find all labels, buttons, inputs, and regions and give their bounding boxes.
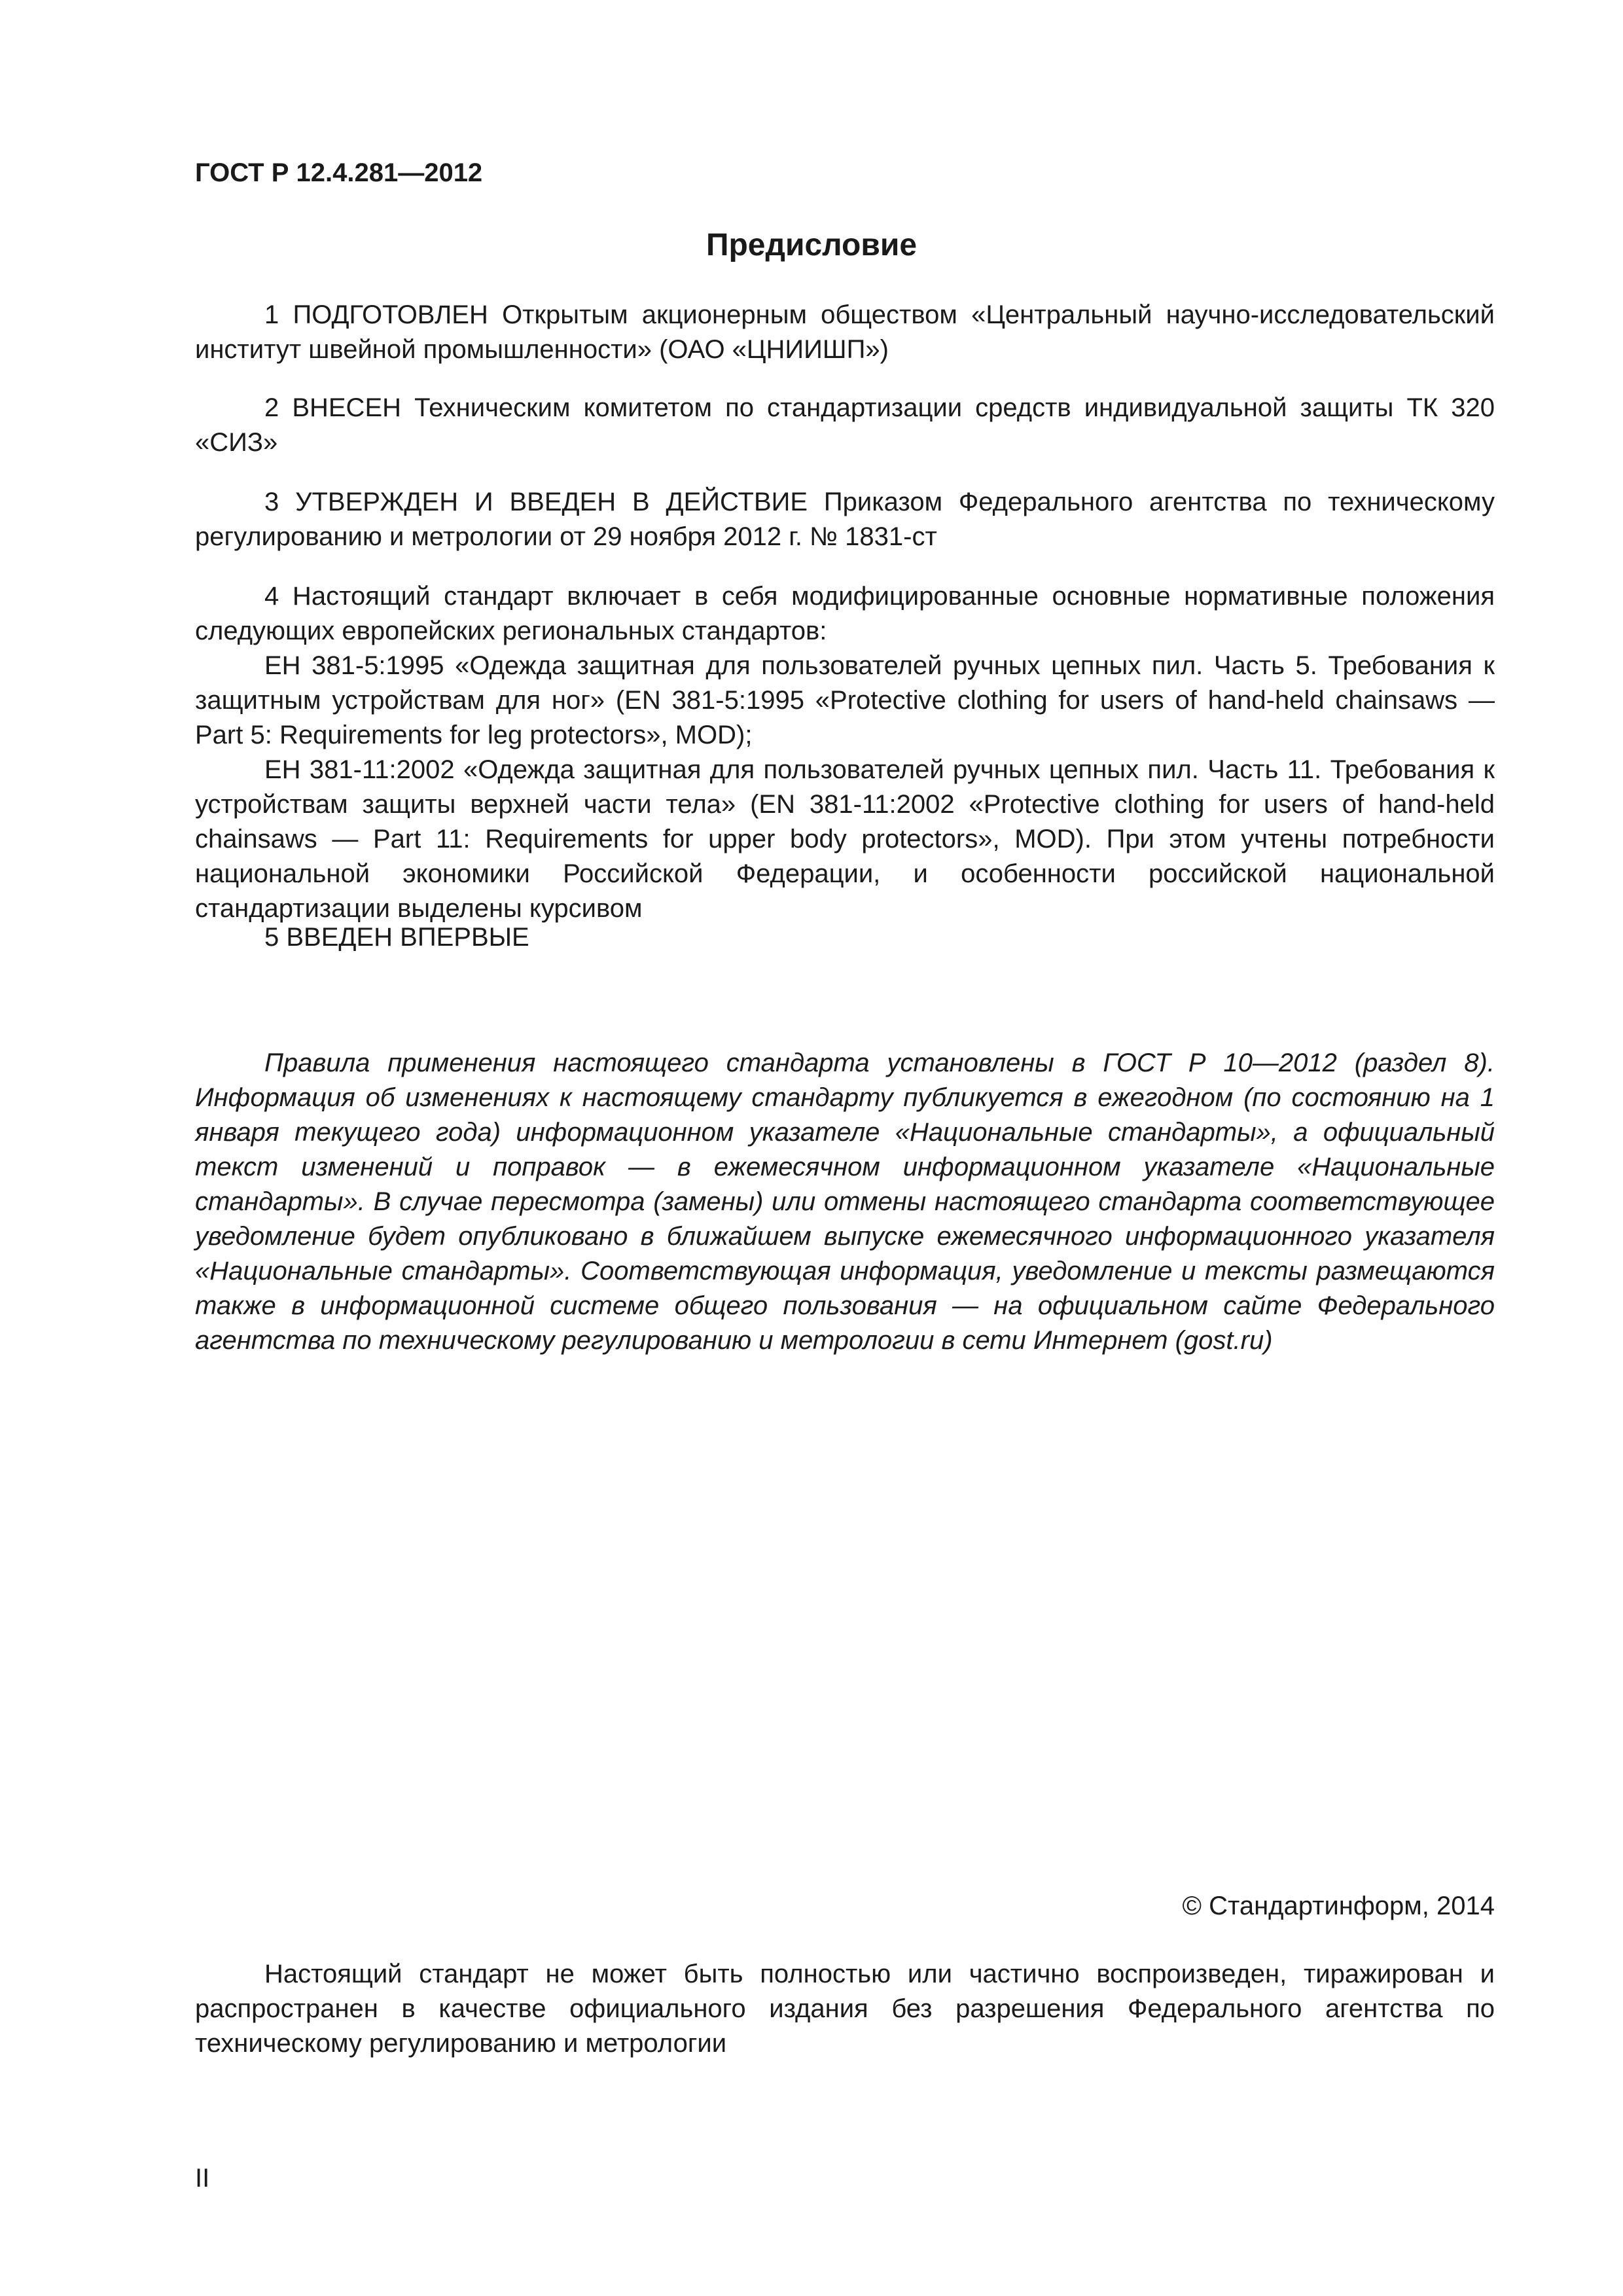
page-number: II [195, 2164, 210, 2193]
foreword-item-4 [195, 579, 1495, 926]
foreword-item-2: 2 ВНЕСЕН Техническим комитетом по стандартизации средств индивидуальной защиты ТК 320 «СИЗ» [195, 393, 1495, 457]
page-title: Предисловие [705, 228, 918, 262]
foreword-item-1: 1 ПОДГОТОВЛЕН Открытым акционерным обществом «Центральный научно-исследовательский институт швейной промышленности» (ОАО «ЦНИИШП») [195, 300, 1495, 364]
foreword-item-4-standard-2: ЕН 381-11:2002 «Одежда защитная для пользователей ручных цепных пил. Часть 11. Требования к устройствам защиты верхней части тела» (EN 381-11:2002 «Protective clothing for users of hand-held chainsaws — Part 11: Requirements for upper body protectors», MOD). При этом учтены потребности национальной экономики Российской Федерации, и особенности российской национальной стандартизации выделены курсивом [195, 755, 1495, 923]
reproduction-notice: Настоящий стандарт не может быть полностью или частично воспроизведен, тиражирован и распространен в качестве официального издания без разрешения Федерального агентства по техническому регулированию и метрологии [195, 1960, 1495, 2058]
rules-note: Правила применения настоящего стандарта установлены в ГОСТ Р 10—2012 (раздел 8). Информация об изменениях к настоящему стандарту публикуется в ежегодном (по состоянию на 1 января текущего года) информационном указателе «Национальные стандарты», а официальный текст изменений и поправок — в ежемесячном информационном указателе «Национальные стандарты». В случае пересмотра (замены) или отмены настоящего стандарта соответствующее уведомление будет опубликовано в ближайшем выпуске ежемесячного информационного указателя «Национальные стандарты». Соответствующая информация, уведомление и тексты размещаются также в информационной системе общего пользования — на официальном сайте Федерального агентства по техническому регулированию и метрологии в сети Интернет (gost.ru) [195, 1049, 1495, 1355]
standard-code: ГОСТ Р 12.4.281—2012 [195, 158, 483, 187]
foreword-item-4-intro: 4 Настоящий стандарт включает в себя модифицированные основные нормативные положения следующих европейских региональных стандартов: [195, 582, 1495, 645]
foreword-item-4-standard-1: ЕН 381-5:1995 «Одежда защитная для пользователей ручных цепных пил. Часть 5. Требования к защитным устройствам для ног» (EN 381-5:1995 «Protective clothing for users of hand-held chainsaws — Part 5: Requirements for leg protectors», MOD); [195, 651, 1495, 749]
copyright-line: © Стандартинформ, 2014 [1182, 1892, 1495, 1920]
foreword-item-5: 5 ВВЕДЕН ВПЕРВЫЕ [264, 923, 529, 952]
foreword-item-3: 3 УТВЕРЖДЕН И ВВЕДЕН В ДЕЙСТВИЕ Приказом Федерального агентства по техническому регулированию и метрологии от 29 ноября 2012 г. № 1831-ст [195, 488, 1495, 551]
